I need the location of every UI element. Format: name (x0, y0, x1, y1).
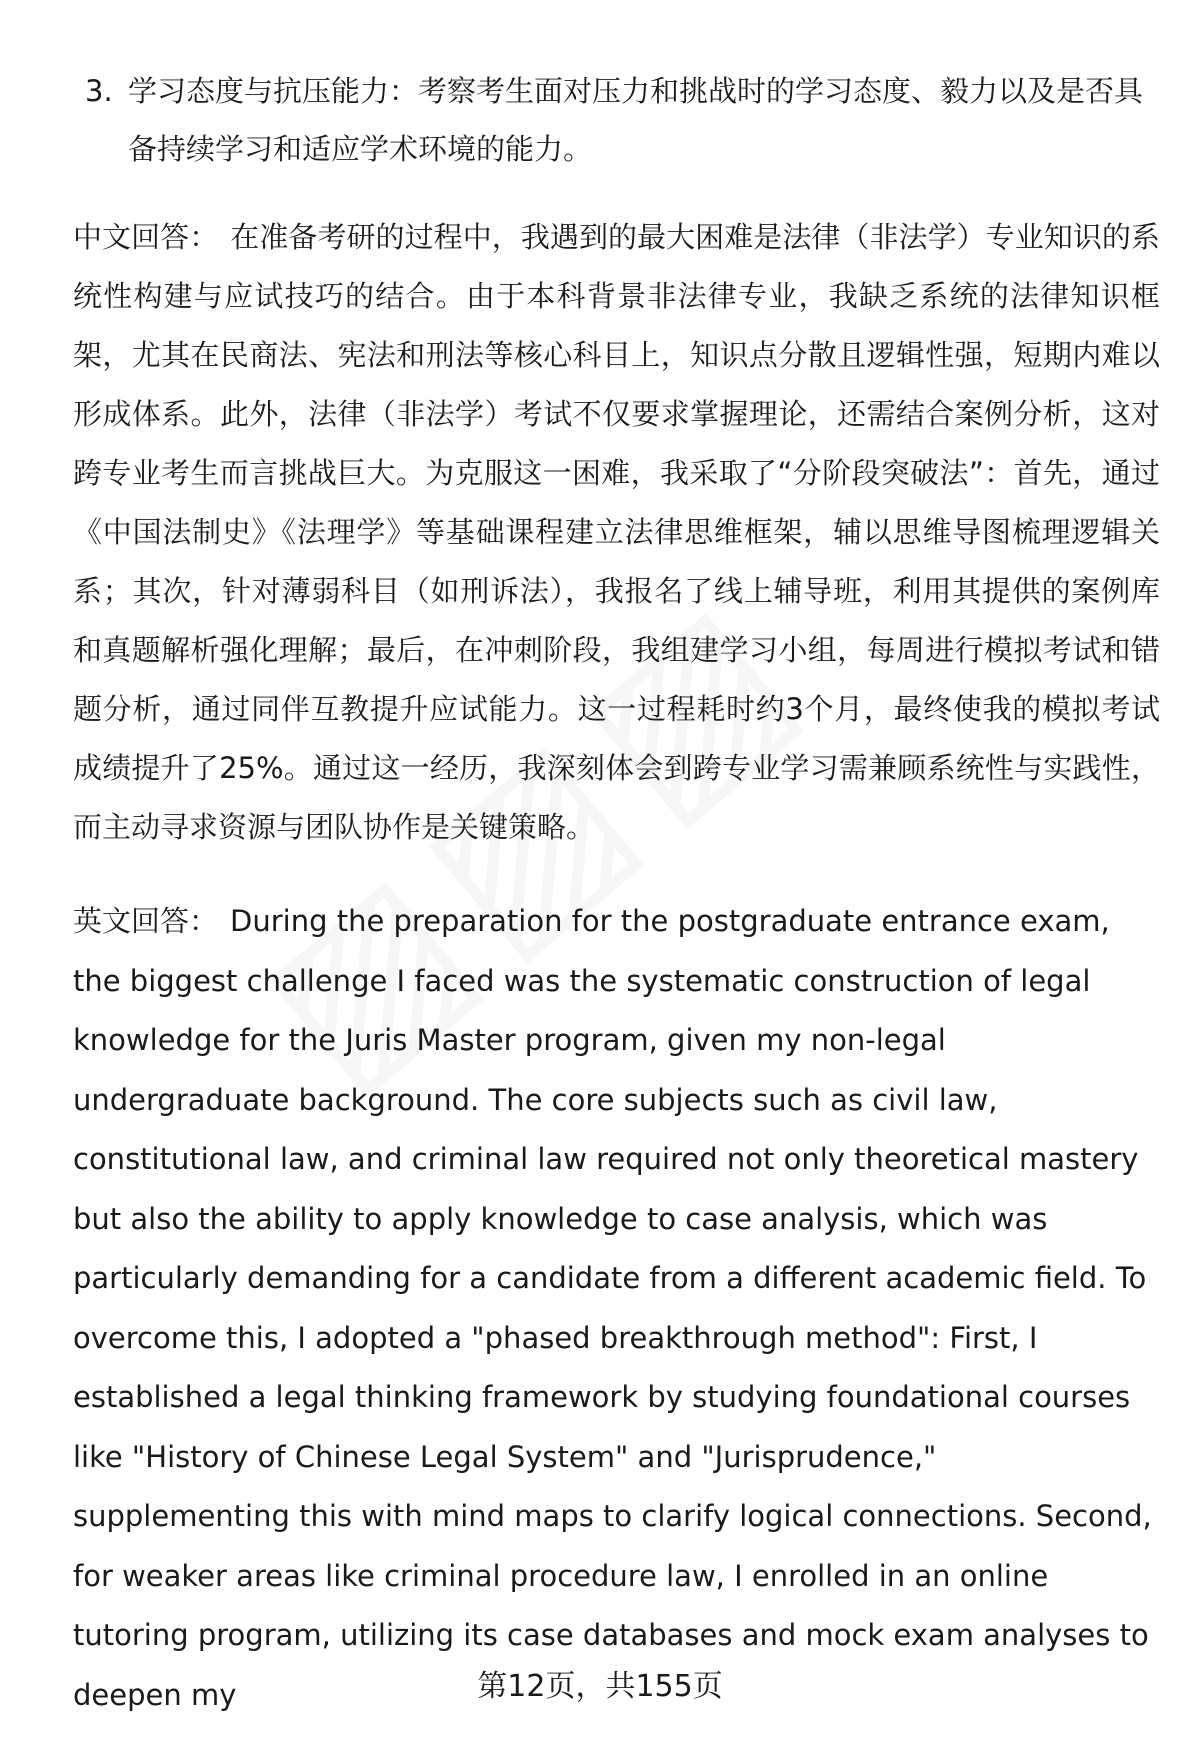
list-item-text: 学习态度与抗压能力：考察考生面对压力和挑战时的学习态度、毅力以及是否具备持续学习和适应学术环境的能力。 (128, 74, 1144, 166)
chinese-answer-text: 在准备考研的过程中，我遇到的最大困难是法律（非法学）专业知识的系统性构建与应试技巧的结合。由于本科背景非法律专业，我缺乏系统的法律知识框架，尤其在民商法、宪法和刑法等核心科目上，知识点分散且逻辑性强，短期内难以形成体系。此外，法律（非法学）考试不仅要求掌握理论，还需结合案例分析，这对跨专业考生而言挑战巨大。为克服这一困难，我采取了“分阶段突破法”：首先，通过《中国法制史》《法理学》等基础课程建立法律思维框架，辅以思维导图梳理逻辑关系；其次，针对薄弱科目（如刑诉法），我报名了线上辅导班，利用其提供的案例库和真题解析强化理解；最后，在冲刺阶段，我组建学习小组，每周进行模拟考试和错题分析，通过同伴互教提升应试能力。这一过程耗时约3个月，最终使我的模拟考试成绩提升了25%。通过这一经历，我深刻体会到跨专业学习需兼顾系统性与实践性，而主动寻求资源与团队协作是关键策略。 (73, 220, 1160, 844)
chinese-answer-label: 中文回答： (73, 220, 219, 254)
list-item-3 (85, 62, 1145, 178)
english-answer-label: 英文回答： (73, 904, 219, 938)
page-number-footer: 第12页，共155页 (477, 1669, 723, 1704)
list-item-number: 3. (85, 74, 113, 108)
chinese-answer-paragraph (73, 208, 1160, 857)
english-answer-paragraph (73, 892, 1160, 1725)
english-answer-text: During the preparation for the postgraduate entrance exam, the biggest challenge I faced was the systematic construction of legal knowledge for the Juris Master program, given my non-legal undergraduate background. The core subjects such as civil law, constitutional law, and criminal law required not only theoretical mastery but also the ability to apply knowledge to case analysis, which was particularly demanding for a candidate from a different academic field. To overcome this, I adopted a "phased breakthrough method": First, I established a legal thinking framework by studying foundational courses like "History of Chinese Legal System" and "Jurisprudence," supplementing this with mind maps to clarify logical connections. Second, for weaker areas like criminal procedure law, I enrolled in an online tutoring program, utilizing its case databases and mock exam analyses to deepen my (73, 904, 1152, 1712)
